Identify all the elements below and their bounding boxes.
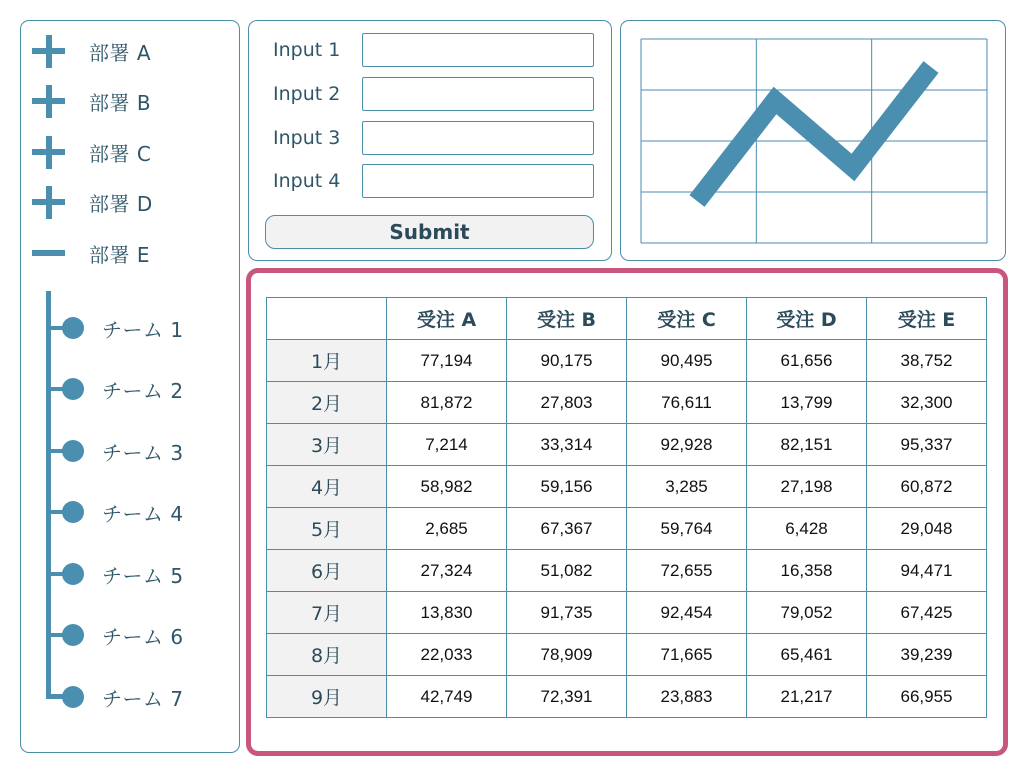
table-row	[267, 676, 987, 718]
form-row-3	[273, 121, 594, 155]
team-label: チーム 6	[102, 624, 184, 649]
table-row	[267, 592, 987, 634]
table-cell: 66,955	[867, 676, 987, 718]
table-cell: 33,314	[507, 424, 627, 466]
table-cell: 16,358	[747, 550, 867, 592]
table-row	[267, 424, 987, 466]
table-cell: 39,239	[867, 634, 987, 676]
tree-node-dot	[62, 501, 84, 523]
table-cell: 59,764	[627, 508, 747, 550]
sidebar-team-7[interactable]	[46, 682, 236, 712]
column-header: 受注 A	[387, 298, 507, 340]
sidebar-dept-d[interactable]	[31, 185, 221, 219]
table-row	[267, 508, 987, 550]
row-header: 3月	[267, 424, 387, 466]
dept-label: 部署 B	[89, 90, 152, 115]
sidebar-team-6[interactable]	[46, 620, 236, 650]
row-header: 4月	[267, 466, 387, 508]
table-cell: 60,872	[867, 466, 987, 508]
table-cell: 13,830	[387, 592, 507, 634]
row-header: 2月	[267, 382, 387, 424]
input-3-label: Input 3	[273, 127, 341, 149]
table-cell: 32,300	[867, 382, 987, 424]
table-cell: 78,909	[507, 634, 627, 676]
table-row	[267, 340, 987, 382]
table-cell: 92,928	[627, 424, 747, 466]
input-1-label: Input 1	[273, 39, 341, 61]
table-cell: 90,175	[507, 340, 627, 382]
table-cell: 95,337	[867, 424, 987, 466]
input-4-label: Input 4	[273, 170, 341, 192]
table-cell: 67,367	[507, 508, 627, 550]
sidebar-team-2[interactable]	[46, 374, 236, 404]
table-cell: 42,749	[387, 676, 507, 718]
table-cell: 92,454	[627, 592, 747, 634]
sidebar-team-1[interactable]	[46, 313, 236, 343]
sidebar-team-3[interactable]	[46, 436, 236, 466]
team-label: チーム 3	[102, 440, 184, 465]
table-cell: 94,471	[867, 550, 987, 592]
tree-node-dot	[62, 317, 84, 339]
table-cell: 91,735	[507, 592, 627, 634]
table-row	[267, 466, 987, 508]
column-header: 受注 B	[507, 298, 627, 340]
table-corner-cell	[267, 298, 387, 340]
sidebar-dept-a[interactable]	[31, 34, 221, 68]
form-row-4	[273, 164, 594, 198]
row-header: 7月	[267, 592, 387, 634]
column-header: 受注 C	[627, 298, 747, 340]
table-cell: 29,048	[867, 508, 987, 550]
table-cell: 21,217	[747, 676, 867, 718]
table-row	[267, 382, 987, 424]
table-cell: 27,324	[387, 550, 507, 592]
table-cell: 58,982	[387, 466, 507, 508]
line-chart	[621, 21, 1005, 260]
team-label: チーム 1	[102, 317, 184, 342]
table-cell: 27,803	[507, 382, 627, 424]
orders-table-panel	[246, 268, 1008, 756]
input-1-field[interactable]	[362, 33, 594, 67]
table-cell: 23,883	[627, 676, 747, 718]
team-label: チーム 4	[102, 501, 184, 526]
dept-label: 部署 E	[89, 242, 150, 267]
form-row-1	[273, 33, 594, 67]
form-row-2	[273, 77, 594, 111]
table-cell: 38,752	[867, 340, 987, 382]
row-header: 5月	[267, 508, 387, 550]
plus-icon[interactable]	[31, 34, 67, 68]
sidebar-team-5[interactable]	[46, 559, 236, 589]
table-cell: 13,799	[747, 382, 867, 424]
team-label: チーム 2	[102, 378, 184, 403]
table-cell: 51,082	[507, 550, 627, 592]
table-header-row	[267, 298, 987, 340]
tree-node-dot	[62, 378, 84, 400]
table-cell: 6,428	[747, 508, 867, 550]
plus-icon[interactable]	[31, 84, 67, 118]
row-header: 9月	[267, 676, 387, 718]
table-cell: 79,052	[747, 592, 867, 634]
table-cell: 72,391	[507, 676, 627, 718]
table-cell: 59,156	[507, 466, 627, 508]
column-header: 受注 E	[867, 298, 987, 340]
sidebar-dept-e[interactable]	[31, 236, 221, 270]
tree-node-dot	[62, 563, 84, 585]
table-cell: 77,194	[387, 340, 507, 382]
row-header: 8月	[267, 634, 387, 676]
tree-node-dot	[62, 624, 84, 646]
sidebar-panel	[20, 20, 240, 753]
table-cell: 61,656	[747, 340, 867, 382]
row-header: 6月	[267, 550, 387, 592]
table-cell: 65,461	[747, 634, 867, 676]
table-cell: 22,033	[387, 634, 507, 676]
input-2-field[interactable]	[362, 77, 594, 111]
plus-icon[interactable]	[31, 135, 67, 169]
dept-label: 部署 C	[89, 141, 152, 166]
input-4-field[interactable]	[362, 164, 594, 198]
input-3-field[interactable]	[362, 121, 594, 155]
table-row	[267, 550, 987, 592]
table-cell: 76,611	[627, 382, 747, 424]
table-cell: 90,495	[627, 340, 747, 382]
sidebar-dept-b[interactable]	[31, 84, 221, 118]
chart-series-line	[697, 67, 931, 201]
table-cell: 81,872	[387, 382, 507, 424]
input-2-label: Input 2	[273, 83, 341, 105]
chart-panel	[620, 20, 1006, 261]
table-row	[267, 634, 987, 676]
table-cell: 2,685	[387, 508, 507, 550]
tree-node-dot	[62, 440, 84, 462]
column-header: 受注 D	[747, 298, 867, 340]
input-form-panel	[248, 20, 612, 261]
plus-icon[interactable]	[31, 185, 67, 219]
dept-label: 部署 D	[89, 191, 153, 216]
submit-button[interactable]: Submit	[265, 215, 594, 249]
team-label: チーム 5	[102, 563, 184, 588]
orders-table	[266, 297, 987, 718]
table-cell: 82,151	[747, 424, 867, 466]
row-header: 1月	[267, 340, 387, 382]
dept-label: 部署 A	[89, 40, 152, 65]
table-cell: 72,655	[627, 550, 747, 592]
minus-icon[interactable]	[31, 236, 67, 270]
tree-node-dot	[62, 686, 84, 708]
table-cell: 71,665	[627, 634, 747, 676]
sidebar-team-4[interactable]	[46, 497, 236, 527]
table-cell: 27,198	[747, 466, 867, 508]
table-cell: 7,214	[387, 424, 507, 466]
table-cell: 3,285	[627, 466, 747, 508]
sidebar-dept-c[interactable]	[31, 135, 221, 169]
table-cell: 67,425	[867, 592, 987, 634]
team-label: チーム 7	[102, 686, 184, 711]
